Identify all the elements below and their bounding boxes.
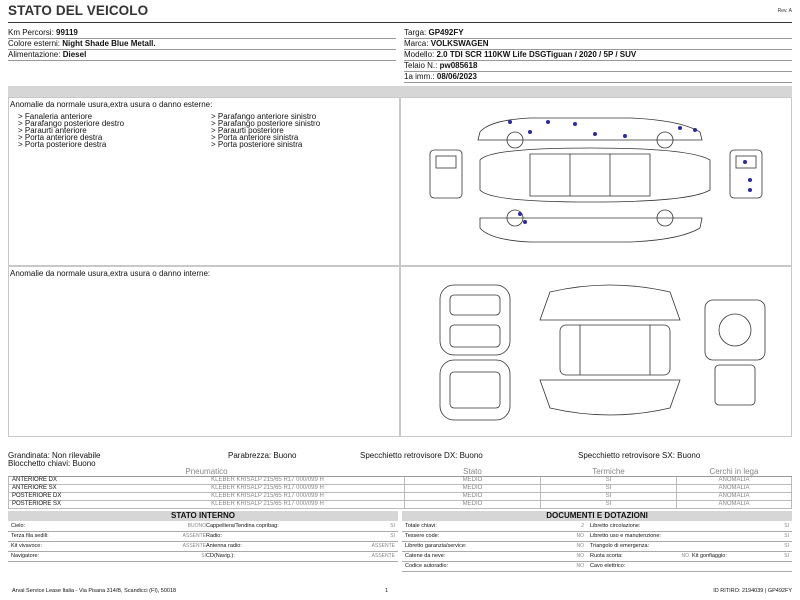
plate-row: Targa: GP492FY <box>404 28 464 37</box>
winter-header: Termiche <box>541 467 677 477</box>
list-item: > Paraurti posteriore <box>211 126 284 135</box>
damage-dot <box>593 132 597 136</box>
damage-dot <box>518 212 522 216</box>
damage-dot <box>748 188 752 192</box>
damage-dot <box>523 220 527 224</box>
damage-dot <box>693 128 697 132</box>
mirror-sx-status: Specchietto retrovisore SX: Buono <box>578 451 701 460</box>
table-row: Libretto garanzia/service: NO Triangolo di emergenza: SI <box>402 541 792 552</box>
page-title: STATO DEL VEICOLO <box>8 3 149 18</box>
documents-title: DOCUMENTI E DOTAZIONI <box>402 511 792 521</box>
list-item: > Parafango posteriore sinistro <box>211 119 321 128</box>
table-row: Terza fila sedili: ASSENTE Radio: SI <box>8 531 398 542</box>
damage-dot <box>546 120 550 124</box>
damage-dot <box>743 160 747 164</box>
footer-id: ID RITIRO: 2194039 | GP492FY <box>713 588 792 594</box>
table-row: Totale chiavi: 2 Libretto circolazione: SI <box>402 521 792 532</box>
internal-car-diagram <box>430 280 780 430</box>
model-row: Modello: 2.0 TDI SCR 110KW Life DSGTiguan / 2020 / 5P / SUV <box>404 50 637 59</box>
table-row: ANTERIORE SX KLEBER KRISALP 215/65 R17 000/099 H MEDIO SI ANOMALIA <box>9 485 792 493</box>
internal-damage-panel <box>8 266 400 437</box>
brand-row: Marca: VOLKSWAGEN <box>404 39 489 48</box>
header-divider <box>8 22 792 23</box>
list-item: > Paraurti anteriore <box>18 126 87 135</box>
fuel-row: Alimentazione: Diesel <box>8 50 87 59</box>
footer-page-number: 1 <box>385 588 389 594</box>
color-row: Colore esterni: Night Shade Blue Metall. <box>8 39 156 48</box>
table-row: Codice autoradio: NO Cavo elettrico: <box>402 561 792 572</box>
damage-dot <box>528 130 532 134</box>
chassis-value: pw085618 <box>439 61 478 70</box>
table-row: Catene da neve: NO Ruota scorta: NO Kit gonfiaggio: SI <box>402 551 792 562</box>
table-row: Navigatore: SI CD(Navig.): ASSENTE <box>8 551 398 562</box>
damage-dot <box>678 126 682 130</box>
model-value: 2.0 TDI SCR 110KW Life DSGTiguan / 2020 / 5P / SUV <box>436 50 637 59</box>
list-item: > Porta anteriore sinistra <box>211 133 299 142</box>
chassis-row: Telaio N.: pw085618 <box>404 61 478 70</box>
damage-dot <box>508 120 512 124</box>
km-value: 99119 <box>56 28 78 37</box>
damage-dot <box>748 178 752 182</box>
table-row: ANTERIORE DX KLEBER KRISALP 215/65 R17 000/099 H MEDIO SI ANOMALIA <box>9 477 792 485</box>
interior-title: STATO INTERNO <box>8 511 398 521</box>
external-damage-list-left <box>18 113 124 148</box>
km-row: Km Percorsi: 99119 <box>8 28 78 37</box>
footer-company: Arval Service Lease Italia - Via Pisana 314/B, Scandicci (FI), 50018 <box>12 588 177 594</box>
list-item: > Porta posteriore destra <box>18 140 107 149</box>
fuel-value: Diesel <box>62 50 87 59</box>
mirror-dx-status: Specchietto retrovisore DX: Buono <box>360 451 483 460</box>
list-item: > Parafango posteriore destro <box>18 119 125 128</box>
registration-row: 1a imm.: 08/06/2023 <box>404 72 477 81</box>
damage-dot <box>623 134 627 138</box>
list-item: > Fanaleria anteriore <box>18 112 93 121</box>
table-row: POSTERIORE SX KLEBER KRISALP 215/65 R17 000/099 H MEDIO SI ANOMALIA <box>9 501 792 509</box>
table-row: POSTERIORE DX KLEBER KRISALP 215/65 R17 000/099 H MEDIO SI ANOMALIA <box>9 493 792 501</box>
state-header: Stato <box>405 467 541 477</box>
list-item: > Parafango anteriore sinistro <box>211 112 317 121</box>
external-damage-title: Anomalie da normale usura,extra usura o danno esterne: <box>10 100 213 109</box>
damage-dot <box>573 122 577 126</box>
windshield-status: Parabrezza: Buono <box>228 451 297 460</box>
hail-status: Grandinata: Non rilevabile <box>8 451 101 460</box>
plate-value: GP492FY <box>428 28 464 37</box>
external-car-diagram <box>420 110 780 260</box>
list-item: > Porta posteriore sinistra <box>211 140 303 149</box>
internal-damage-title: Anomalie da normale usura,extra usura o danno interne: <box>10 269 211 278</box>
registration-value: 08/06/2023 <box>436 72 477 81</box>
table-row: Cielo: BUONO Cappelliera/Tendina copribag: SI <box>8 521 398 532</box>
color-value: Night Shade Blue Metall. <box>62 39 156 48</box>
list-item: > Porta anteriore destra <box>18 133 103 142</box>
external-damage-list-right <box>211 113 320 148</box>
rim-header: Cerchi in lega <box>677 467 792 477</box>
brand-value: VOLKSWAGEN <box>430 39 489 48</box>
tyres-table <box>8 467 792 509</box>
tyre-header: Pneumatico <box>9 467 405 477</box>
table-row: Tessere code: NO Libretto uso e manutenzione: SI <box>402 531 792 542</box>
table-row: Kit vivavoce: ASSENTE Antenna radio: ASSENTE <box>8 541 398 552</box>
revision-label: Rev. A <box>777 8 792 14</box>
key-lock-status: Blocchetto chiavi: Buono <box>8 459 96 468</box>
damage-dots <box>508 120 752 224</box>
section-band <box>8 86 792 97</box>
